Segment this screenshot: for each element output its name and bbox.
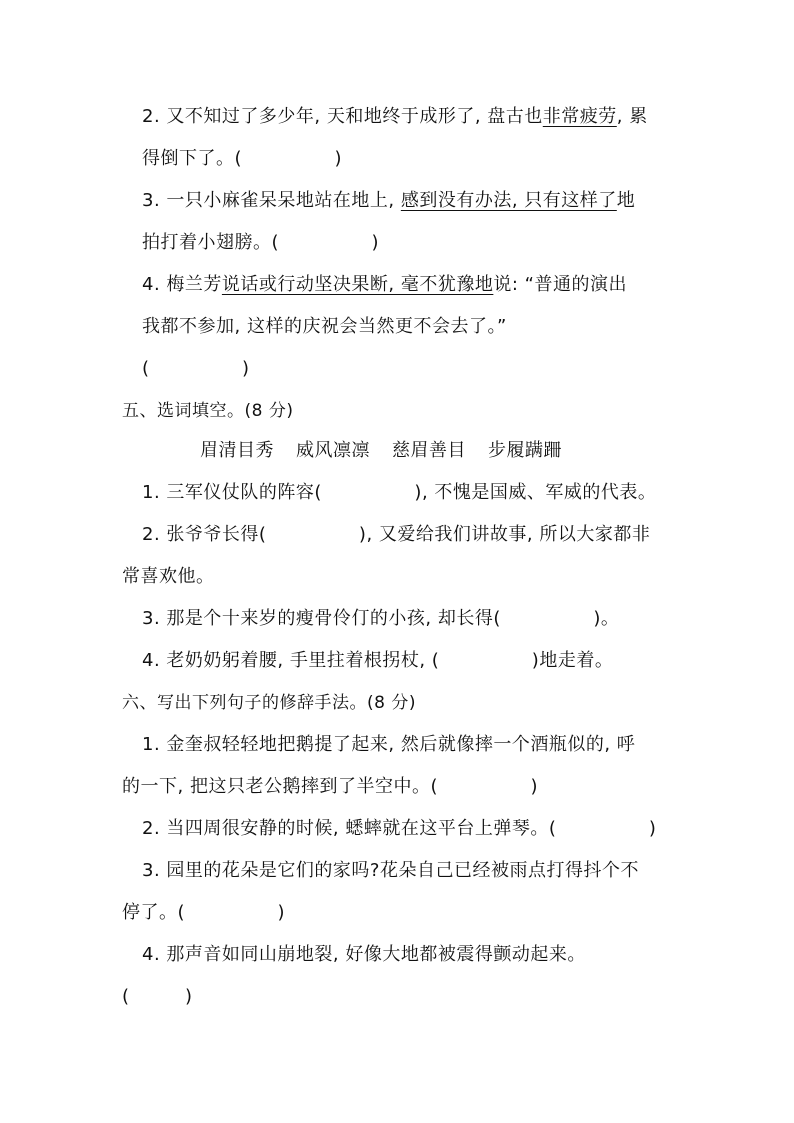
s6-q4-line2: ( ) (122, 986, 193, 1007)
s4-q4-line2: 我都不参加, 这样的庆祝会当然更不会去了。” (142, 316, 507, 337)
s6-q4-line1: 4. 那声音如同山崩地裂, 好像大地都被震得颤动起来。 (142, 944, 586, 965)
s5-q4: 4. 老奶奶躬着腰, 手里拄着根拐杖, ( )地走着。 (142, 650, 614, 671)
s4-q3-underlined: 感到没有办法, 只有这样了 (400, 190, 617, 211)
s5-q3: 3. 那是个十来岁的瘦骨伶仃的小孩, 却长得( )。 (142, 608, 620, 629)
s4-q2-text: 2. 又不知过了多少年, 天和地终于成形了, 盘古也 (142, 106, 543, 127)
s4-q3-line2: 拍打着小翅膀。( ) (142, 232, 380, 253)
s4-q2-line2: 得倒下了。( ) (142, 148, 343, 169)
word-bank-item: 步履蹒跚 (488, 440, 562, 461)
s4-q3-text: 3. 一只小麻雀呆呆地站在地上, (142, 190, 401, 211)
s6-q3-line1: 3. 园里的花朵是它们的家吗?花朵自己已经被雨点打得抖个不 (142, 860, 639, 881)
s4-q2-line1 (142, 104, 648, 130)
s6-q1-line1: 1. 金奎叔轻轻地把鹅提了起来, 然后就像摔一个酒瓶似的, 呼 (142, 734, 636, 755)
s4-q2-underlined: 非常疲劳 (542, 106, 617, 127)
s4-q4-underlined: 说话或行动坚决果断, 毫不犹豫地 (221, 274, 494, 295)
s4-q4-line3: ( ) (142, 358, 250, 379)
word-bank (200, 438, 584, 464)
s5-q2-line2: 常喜欢他。 (122, 566, 215, 587)
word-bank-item: 威风凛凛 (296, 440, 370, 461)
s5-q1: 1. 三军仪仗队的阵容( ), 不愧是国威、军威的代表。 (142, 482, 657, 503)
s4-q4-text: 4. 梅兰芳 (142, 274, 222, 295)
s5-q2-line1: 2. 张爷爷长得( ), 又爱给我们讲故事, 所以大家都非 (142, 524, 651, 545)
s6-q2: 2. 当四周很安静的时候, 蟋蟀就在这平台上弹琴。( ) (142, 818, 657, 839)
s4-q3-line1 (142, 188, 635, 214)
s4-q4-text-after: 说: “普通的演出 (493, 274, 627, 295)
s4-q3-text-after: 地 (616, 190, 636, 211)
word-bank-item: 慈眉善目 (392, 440, 466, 461)
s6-q1-line2: 的一下, 把这只老公鹅摔到了半空中。( ) (122, 776, 538, 797)
section5-heading: 五、选词填空。(8 分) (122, 401, 294, 421)
s6-q3-line2: 停了。( ) (122, 902, 286, 923)
s4-q4-line1 (142, 272, 627, 298)
s4-q2-text-after: , 累 (616, 106, 648, 127)
word-bank-item: 眉清目秀 (200, 440, 274, 461)
section6-heading: 六、写出下列句子的修辞手法。(8 分) (122, 693, 416, 713)
